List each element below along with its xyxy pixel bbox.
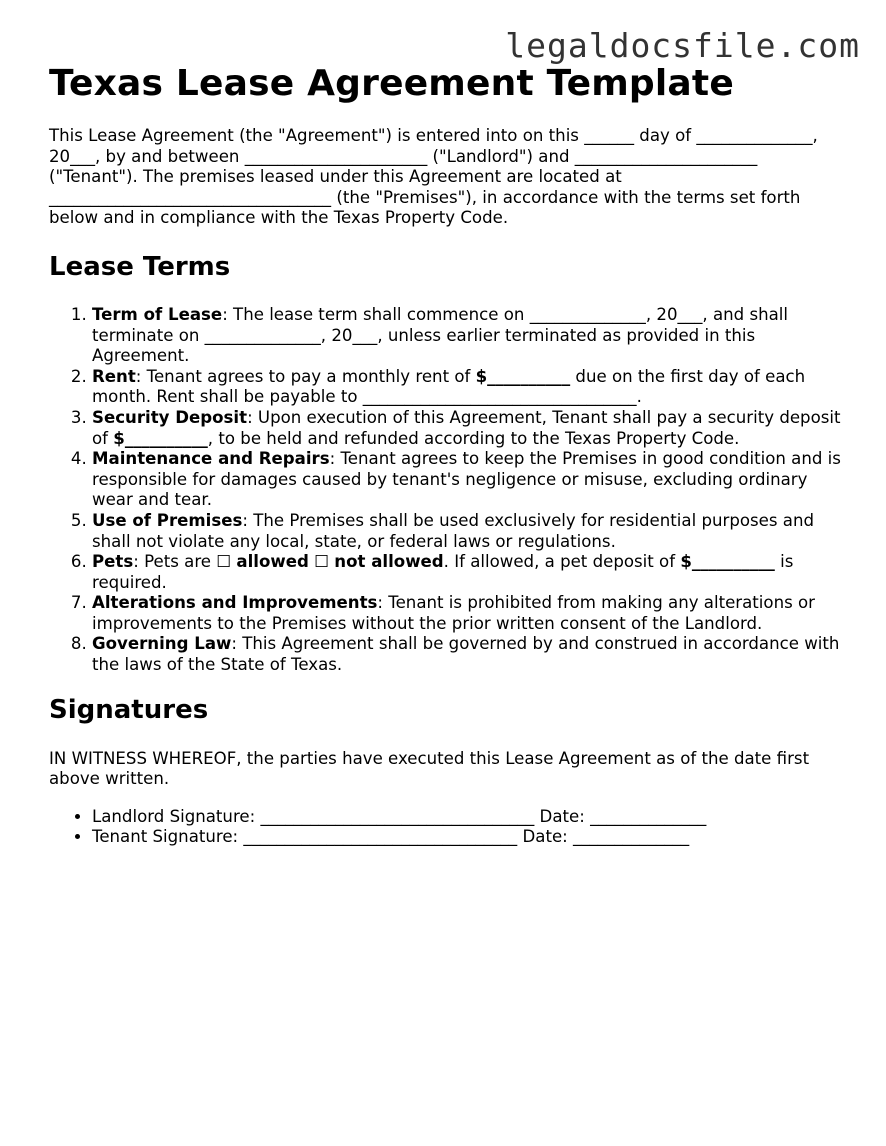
- landlord-signature-line: • Landlord Signature: _________________________________ Date: ______________: [92, 807, 849, 828]
- term-text: due on the first day of each month. Rent shall be payable to _________________________________.: [92, 366, 806, 407]
- signatures-heading: Signatures: [49, 694, 209, 725]
- term-text: : The lease term shall commence on ______________, 20___, and shall terminate on ______________, 20___, unless earlier terminated as provided in this Agreement.: [92, 304, 789, 366]
- pets-allowed-option: allowed: [236, 552, 309, 572]
- witness-paragraph: IN WITNESS WHEREOF, the parties have executed this Lease Agreement as of the date first above written.: [49, 748, 810, 789]
- term-text: , to be held and refunded according to the Texas Property Code.: [207, 428, 740, 448]
- signature-list: [49, 807, 849, 848]
- term-text: : Tenant agrees to pay a monthly rent of: [135, 366, 476, 386]
- term-item-governing-law: [92, 634, 849, 675]
- term-text: : Upon execution of this Agreement, Tenant shall pay a security deposit of: [92, 407, 841, 448]
- term-item-term-of-lease: [92, 305, 849, 367]
- document-title: Texas Lease Agreement Template: [49, 63, 734, 104]
- term-text: : Pets are ☐: [133, 552, 237, 572]
- term-item-alterations: [92, 593, 849, 634]
- term-text: ☐: [308, 552, 335, 572]
- lease-terms-heading: Lease Terms: [49, 251, 231, 282]
- pets-not-allowed-option: not allowed: [334, 552, 444, 572]
- watermark-logo: legaldocsfile.com: [505, 26, 860, 65]
- lease-terms-list: [49, 305, 849, 676]
- term-title: Alterations and Improvements: [92, 593, 378, 613]
- rent-amount-blank: $__________: [475, 366, 571, 386]
- term-text: : Tenant agrees to keep the Premises in good condition and is responsible for damages caused by tenant's negligence or misuse, excluding ordinary wear and tear.: [92, 449, 841, 510]
- term-title: Rent: [92, 366, 136, 386]
- term-text: . If allowed, a pet deposit of: [443, 552, 681, 572]
- term-title: Governing Law: [92, 634, 232, 654]
- term-title: Term of Lease: [92, 304, 223, 324]
- term-title: Security Deposit: [92, 407, 248, 427]
- document-page: [49, 60, 849, 848]
- term-text: : Tenant is prohibited from making any alterations or improvements to the Premises without the prior written consent of the Landlord.: [92, 593, 815, 633]
- term-item-pets: [92, 552, 849, 593]
- term-item-use-of-premises: [92, 511, 849, 552]
- term-item-maintenance: [92, 449, 849, 511]
- term-title: Use of Premises: [92, 510, 243, 530]
- term-text: : This Agreement shall be governed by and construed in accordance with the laws of the State of Texas.: [92, 634, 840, 675]
- term-title: Pets: [92, 552, 134, 572]
- term-text: : The Premises shall be used exclusively for residential purposes and shall not violate any local, state, or federal laws or regulations.: [92, 510, 815, 551]
- tenant-signature-line: • Tenant Signature: _________________________________ Date: ______________: [92, 827, 849, 848]
- intro-paragraph: This Lease Agreement (the "Agreement") is entered into on this ______ day of ______________, 20___, by and between ______________________ ("Landlord") and ______________________ ("Tenant"). The premises leased under this Agreement are located at __________________________________ (the "Premises"), in accordance with the terms set forth below and in compliance with the Texas Property Code.: [49, 126, 818, 228]
- term-item-security-deposit: [92, 408, 849, 449]
- pet-deposit-amount-blank: $__________: [680, 552, 775, 572]
- term-title: Maintenance and Repairs: [92, 449, 330, 469]
- term-item-rent: [92, 367, 849, 408]
- term-text: is required.: [92, 552, 794, 592]
- deposit-amount-blank: $__________: [113, 428, 208, 448]
